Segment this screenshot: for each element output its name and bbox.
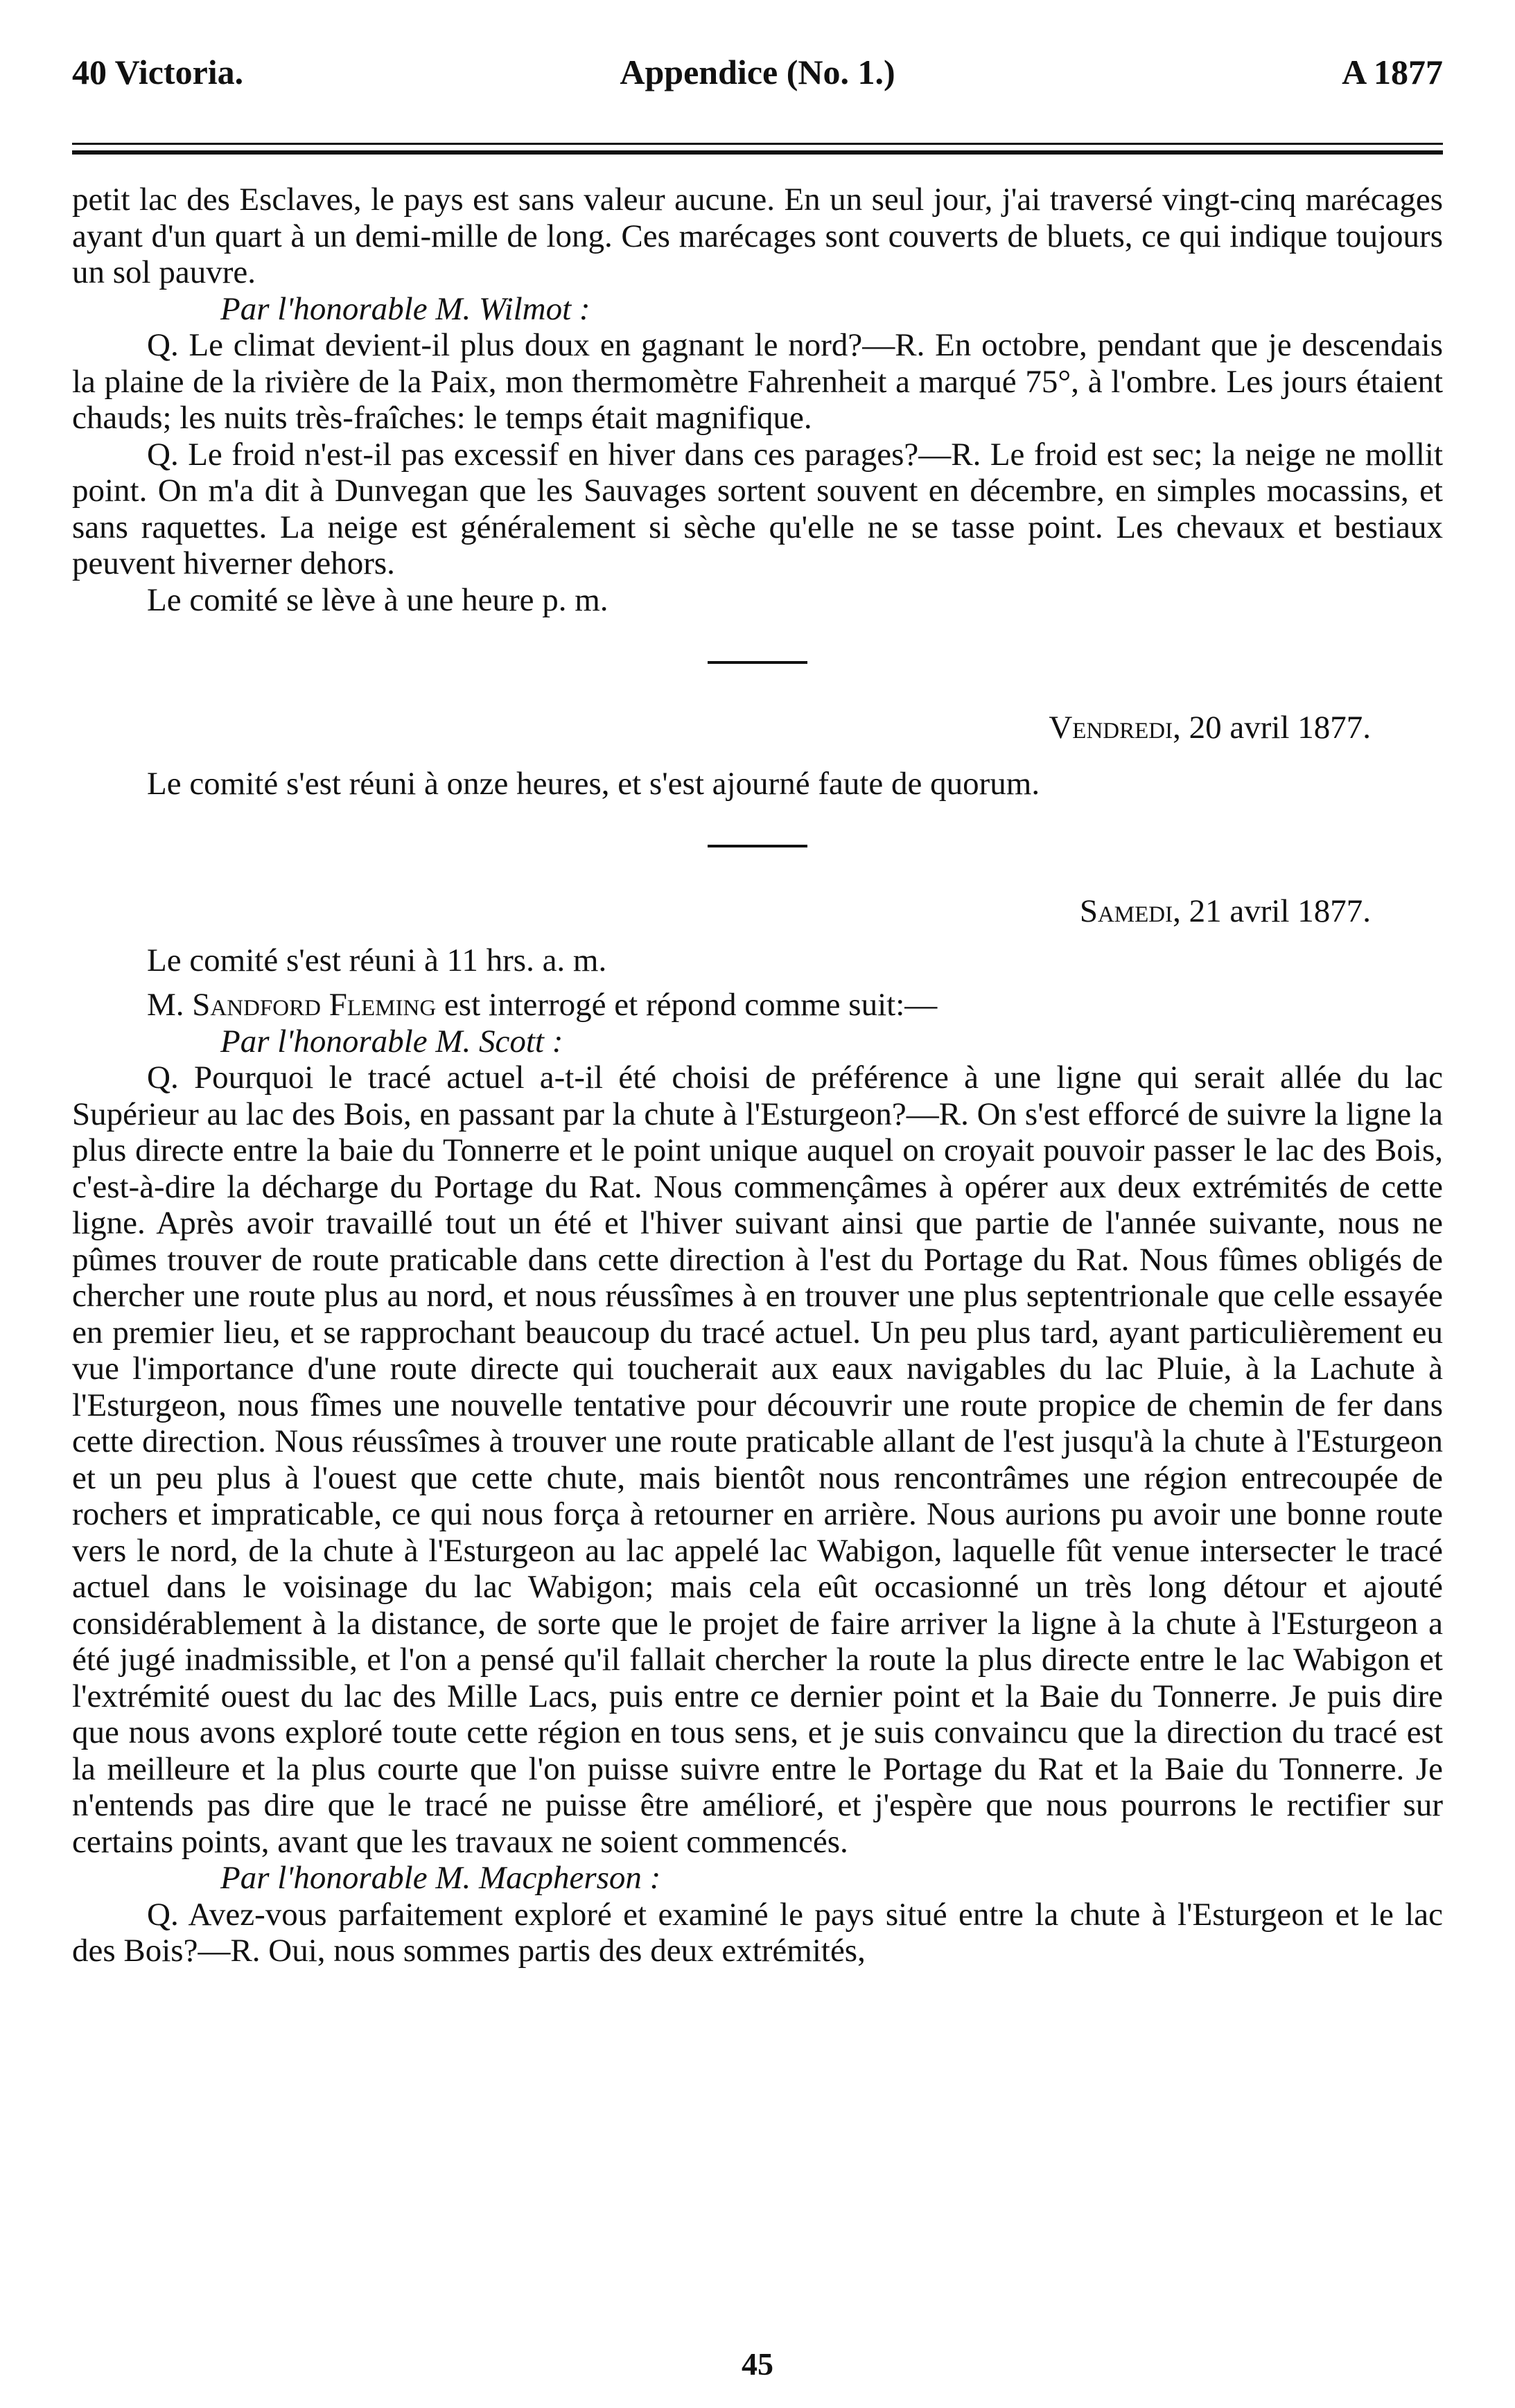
paragraph: Le comité s'est réuni à 11 hrs. a. m. — [147, 942, 607, 978]
running-header — [72, 54, 1443, 96]
header-year: A 1877 — [1342, 53, 1443, 91]
paragraph: Le comité s'est réuni à onze heures, et s'est ajourné faute de quorum. — [147, 765, 1040, 802]
dateline-day: Vendredi, — [1049, 710, 1181, 746]
witness-name: Sandford Fleming — [192, 987, 437, 1023]
page-number: 45 — [742, 2346, 773, 2382]
speaker-line: Par l'honorable M. Scott : — [220, 1023, 563, 1060]
header-rule-thick — [72, 150, 1443, 155]
section-separator — [708, 845, 807, 847]
paragraph: Q. Le climat devient-il plus doux en gagnant le nord?—R. En octobre, pendant que je descendais la plaine de la rivière de la Paix, mon thermomètre Fahrenheit a marqué 75°, à l'ombre. Les jours étaient chauds; les nuits très-fraîches: le temps était magnifique. — [72, 327, 1443, 436]
page-body — [72, 182, 1443, 1969]
section-separator — [708, 661, 807, 664]
dateline-day: Samedi, — [1079, 893, 1181, 929]
header-rule — [72, 143, 1443, 155]
paragraph: Q. Avez-vous parfaitement exploré et examiné le pays situé entre la chute à l'Esturgeon et le lac des Bois?—R. Oui, nous sommes partis des deux extrémités, — [72, 1896, 1443, 1969]
paragraph: Le comité se lève à une heure p. m. — [147, 581, 608, 618]
witness-prefix: M. — [147, 987, 193, 1023]
header-session: 40 Victoria. — [72, 53, 244, 91]
witness-line — [72, 987, 1443, 1023]
witness-suffix: est interrogé et répond comme suit:— — [436, 987, 938, 1023]
speaker-line: Par l'honorable M. Wilmot : — [220, 290, 590, 327]
paragraph: petit lac des Esclaves, le pays est sans valeur aucune. En un seul jour, j'ai traversé vingt-cinq marécages ayant d'un quart à un demi-mille de long. Ces marécages sont couverts de bluets, ce qui indique toujours un sol pauvre. — [72, 182, 1443, 290]
dateline-date: 21 avril 1877. — [1180, 893, 1371, 929]
header-appendix: Appendice (No. 1.) — [620, 53, 895, 91]
dateline-friday — [72, 710, 1443, 746]
paragraph: Q. Le froid n'est-il pas excessif en hiver dans ces parages?—R. Le froid est sec; la neige ne mollit point. On m'a dit à Dunvegan que les Sauvages sortent souvent en décembre, en simples mocassins, et sans raquettes. La neige est généralement si sèche qu'elle ne se tasse point. Les chevaux et bestiaux peuvent hiverner dehors. — [72, 436, 1443, 581]
header-rule-thin — [72, 143, 1443, 145]
dateline-date: 20 avril 1877. — [1180, 710, 1371, 746]
speaker-line: Par l'honorable M. Macpherson : — [220, 1860, 661, 1896]
paragraph: Q. Pourquoi le tracé actuel a-t-il été choisi de préférence à une ligne qui serait allée du lac Supérieur au lac des Bois, en passant par la chute à l'Esturgeon?—R. On s'est efforcé de suivre la ligne la plus directe entre la baie du Tonnerre et le point unique auquel on croyait pouvoir passer le lac des Bois, c'est-à-dire la décharge du Portage du Rat. Nous commençâmes à opérer aux deux extrémités de cette ligne. Après avoir travaillé tout un été et l'hiver suivant ainsi que partie de l'année suivante, nous ne pûmes trouver de route praticable dans cette direction à l'est du Portage du Rat. Nous fûmes obligés de chercher une route plus au nord, et nous réussîmes à en trouver une plus septentrionale que celle essayée en premier lieu, et se rapprochant beaucoup du tracé actuel. Un peu plus tard, ayant particulièrement eu vue l'importance d'une route directe qui toucherait aux eaux navigables du lac Pluie, à la Lachute à l'Esturgeon, nous fîmes une nouvelle tentative pour découvrir une route propice de chemin de fer dans cette direction. Nous réussîmes à trouver une route praticable allant de l'est jusqu'à la chute à l'Esturgeon et un peu plus à l'ouest que cette chute, mais bientôt nous rencontrâmes une région entrecoupée de rochers et impraticable, ce qui nous força à retourner en arrière. Nous aurions pu avoir une bonne route vers le nord, de la chute à l'Esturgeon au lac appelé lac Wabigon, laquelle fût venue intersecter le tracé actuel dans le voisinage du lac Wabigon; mais cela eût occasionné un très long détour et ajouté considérablement à la distance, de sorte que le projet de faire arriver la ligne à la chute à l'Esturgeon a été jugé inadmissible, et l'on a pensé qu'il fallait chercher la route la plus directe entre le lac Wabigon et l'extrémité ouest du lac des Mille Lacs, puis entre ce dernier point et la Baie du Tonnerre. Je puis dire que nous avons exploré toute cette région en tous sens, et je suis convaincu que la direction du tracé est la meilleure et la plus courte que l'on puisse suivre entre le Portage du Rat et la Baie du Tonnerre. Je n'entends pas dire que le tracé ne puisse être amélioré, et j'espère que nous pourrons le rectifier sur certains points, avant que les travaux ne soient commencés. — [72, 1060, 1443, 1860]
dateline-saturday — [72, 893, 1443, 930]
